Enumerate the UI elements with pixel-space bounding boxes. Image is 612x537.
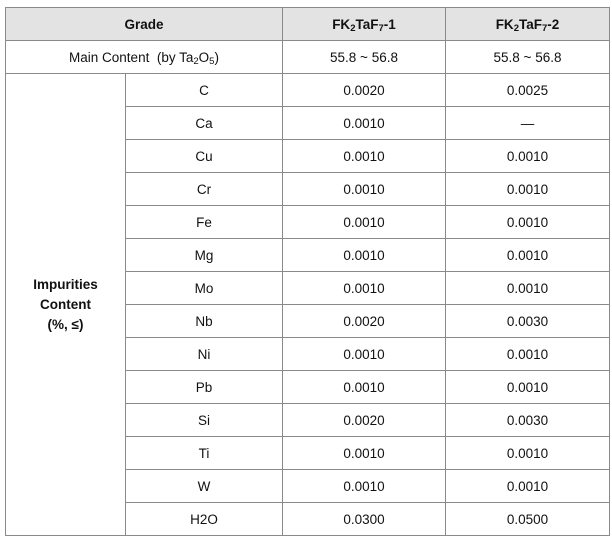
main-content-sub2: 5 bbox=[209, 55, 215, 67]
grade-1-header bbox=[283, 8, 446, 41]
impurity-value-grade-2: — bbox=[446, 107, 610, 140]
impurity-element: Fe bbox=[126, 206, 283, 239]
grade-1-mid: TaF bbox=[355, 16, 379, 32]
impurity-value-grade-1: 0.0010 bbox=[283, 206, 446, 239]
grade-2-mid: TaF bbox=[518, 16, 542, 32]
grade-2-suffix: -2 bbox=[547, 16, 560, 32]
impurity-value-grade-2: 0.0025 bbox=[446, 74, 610, 107]
impurity-element: Mg bbox=[126, 239, 283, 272]
impurity-value-grade-2: 0.0010 bbox=[446, 371, 610, 404]
impurity-value-grade-1: 0.0010 bbox=[283, 239, 446, 272]
main-content-sub1: 2 bbox=[193, 55, 199, 67]
main-content-row bbox=[6, 41, 610, 74]
header-row bbox=[6, 8, 610, 41]
impurities-label-line-3: (%, ≤) bbox=[47, 316, 84, 332]
grade-header: Grade bbox=[6, 8, 283, 41]
grade-2-header bbox=[446, 8, 610, 41]
impurity-value-grade-2: 0.0010 bbox=[446, 206, 610, 239]
main-content-mid: O bbox=[198, 49, 210, 65]
impurity-value-grade-2: 0.0010 bbox=[446, 140, 610, 173]
impurity-value-grade-1: 0.0010 bbox=[283, 173, 446, 206]
impurity-value-grade-2: 0.0030 bbox=[446, 305, 610, 338]
impurity-row bbox=[6, 74, 610, 107]
impurity-element: Nb bbox=[126, 305, 283, 338]
impurity-value-grade-1: 0.0020 bbox=[283, 404, 446, 437]
impurity-element: C bbox=[126, 74, 283, 107]
impurity-element: Pb bbox=[126, 371, 283, 404]
impurity-element: Mo bbox=[126, 272, 283, 305]
grade-1-sub2: 7 bbox=[378, 22, 384, 34]
impurity-element: Ni bbox=[126, 338, 283, 371]
main-content-value-1: 55.8 ~ 56.8 bbox=[283, 41, 446, 74]
impurity-value-grade-2: 0.0010 bbox=[446, 338, 610, 371]
grade-2-sub2: 7 bbox=[541, 22, 548, 34]
impurity-element: Ti bbox=[126, 437, 283, 470]
grade-2-sub1: 2 bbox=[513, 22, 519, 34]
impurity-value-grade-1: 0.0020 bbox=[283, 74, 446, 107]
impurity-value-grade-1: 0.0010 bbox=[283, 338, 446, 371]
impurity-value-grade-2: 0.0030 bbox=[446, 404, 610, 437]
grade-1-sub1: 2 bbox=[350, 22, 356, 34]
grade-1-suffix: -1 bbox=[383, 16, 396, 32]
impurity-value-grade-1: 0.0020 bbox=[283, 305, 446, 338]
impurity-value-grade-2: 0.0010 bbox=[446, 239, 610, 272]
impurity-value-grade-1: 0.0010 bbox=[283, 107, 446, 140]
impurity-value-grade-2: 0.0010 bbox=[446, 470, 610, 503]
impurity-element: Ca bbox=[126, 107, 283, 140]
impurity-element: W bbox=[126, 470, 283, 503]
impurity-value-grade-1: 0.0300 bbox=[283, 503, 446, 536]
impurities-label-line-2: Content bbox=[40, 296, 91, 312]
impurity-value-grade-2: 0.0500 bbox=[446, 503, 610, 536]
impurity-value-grade-2: 0.0010 bbox=[446, 272, 610, 305]
impurity-element: H2O bbox=[126, 503, 283, 536]
impurity-value-grade-1: 0.0010 bbox=[283, 437, 446, 470]
impurity-value-grade-1: 0.0010 bbox=[283, 272, 446, 305]
impurities-label-line-1: Impurities bbox=[33, 276, 98, 292]
impurity-value-grade-1: 0.0010 bbox=[283, 470, 446, 503]
main-content-prefix: Main Content (by Ta bbox=[69, 49, 194, 65]
impurity-value-grade-1: 0.0010 bbox=[283, 371, 446, 404]
impurity-element: Si bbox=[126, 404, 283, 437]
main-content-value-2: 55.8 ~ 56.8 bbox=[446, 41, 610, 74]
main-content-suffix: ) bbox=[214, 49, 219, 65]
impurity-value-grade-2: 0.0010 bbox=[446, 437, 610, 470]
grade-2-base: FK bbox=[495, 16, 514, 32]
impurity-element: Cr bbox=[126, 173, 283, 206]
impurity-value-grade-2: 0.0010 bbox=[446, 173, 610, 206]
main-content-label bbox=[6, 41, 283, 74]
grade-1-base: FK bbox=[332, 16, 351, 32]
impurity-element: Cu bbox=[126, 140, 283, 173]
impurities-content-label bbox=[6, 74, 126, 536]
specification-table bbox=[5, 7, 610, 536]
impurity-value-grade-1: 0.0010 bbox=[283, 140, 446, 173]
